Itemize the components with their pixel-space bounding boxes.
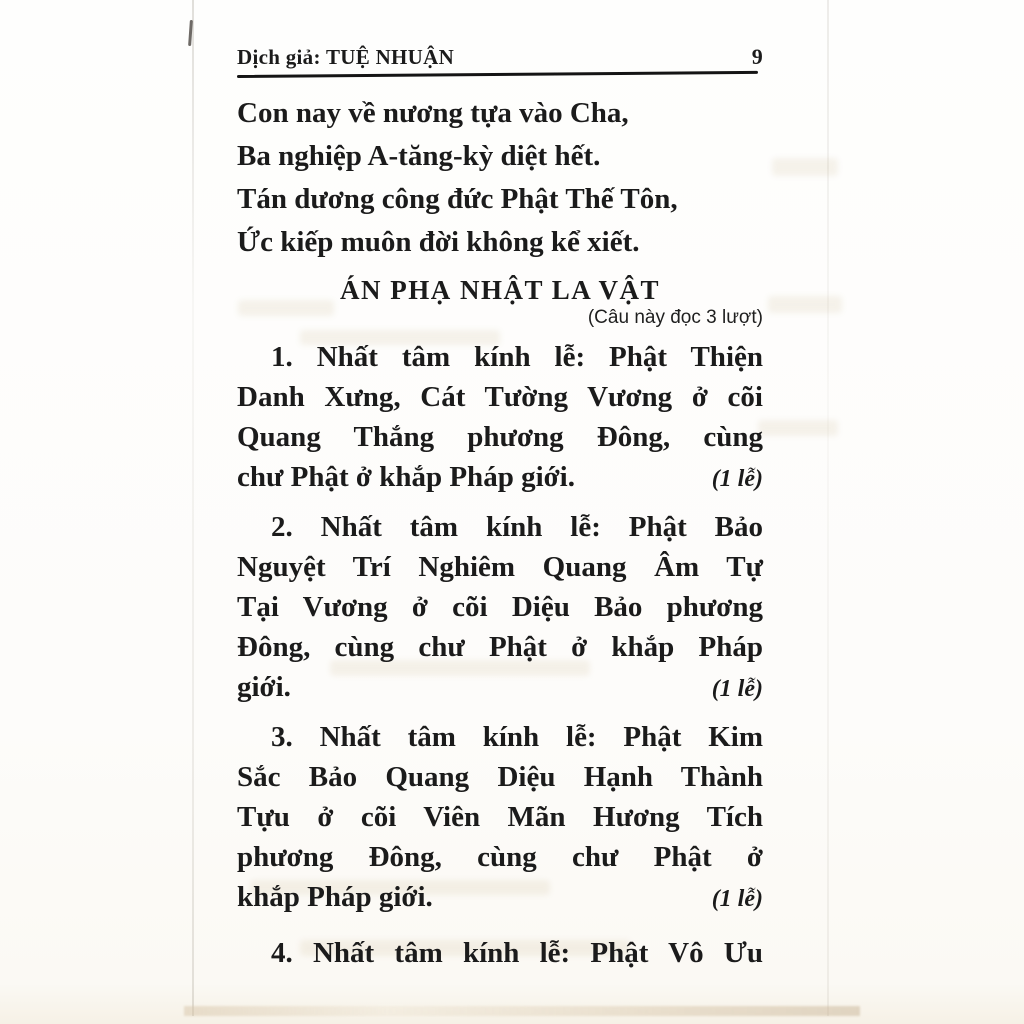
bleed-through-smudge <box>758 420 838 436</box>
bow-count: (1 lễ) <box>711 886 763 912</box>
prostration-item-3 <box>237 717 763 919</box>
bleed-through-smudge <box>768 296 842 313</box>
paragraph-end-text: giới. <box>237 671 291 703</box>
paragraph-end-text: chư Phật ở khắp Pháp giới. <box>237 461 575 493</box>
verse-line: Ức kiếp muôn đời không kể xiết. <box>237 226 640 258</box>
page-edge-right <box>827 0 829 1016</box>
text-line: 2. Nhất tâm kính lễ: Phật Bảo <box>271 511 763 543</box>
dedication-verse <box>237 92 763 264</box>
text-line <box>237 667 763 709</box>
text-line: Đông, cùng chư Phật ở khắp Pháp <box>237 631 763 663</box>
text-line <box>237 877 763 919</box>
text-line: 3. Nhất tâm kính lễ: Phật Kim <box>271 721 763 753</box>
text-line: Sắc Bảo Quang Diệu Hạnh Thành <box>237 761 763 793</box>
prostration-item-2 <box>237 507 763 709</box>
text-line: 4. Nhất tâm kính lễ: Phật Vô Ưu <box>271 937 763 969</box>
header-rule <box>237 71 758 78</box>
page-header <box>237 44 763 70</box>
bleed-through-smudge <box>772 158 838 176</box>
text-line: Quang Thắng phương Đông, cùng <box>237 421 763 453</box>
mantra-note: (Câu này đọc 3 lượt) <box>587 307 763 328</box>
verse-line: Ba nghiệp A-tăng-kỳ diệt hết. <box>237 140 601 172</box>
text-line: Nguyệt Trí Nghiêm Quang Âm Tự <box>237 551 763 583</box>
prostration-item-1 <box>237 337 763 499</box>
prostration-item-4 <box>237 933 763 973</box>
page-crease-left <box>192 0 194 1016</box>
page-number: 9 <box>751 44 763 69</box>
translator-credit: Dịch giả: TUỆ NHUẬN <box>237 45 455 69</box>
paragraph-end-text: khắp Pháp giới. <box>237 881 433 913</box>
verse-line: Tán dương công đức Phật Thế Tôn, <box>237 183 678 215</box>
bow-count: (1 lễ) <box>711 466 763 492</box>
text-line: 1. Nhất tâm kính lễ: Phật Thiện <box>271 341 763 373</box>
text-line: Tại Vương ở cõi Diệu Bảo phương <box>237 591 763 623</box>
verse-line: Con nay về nương tựa vào Cha, <box>237 97 629 129</box>
bow-count: (1 lễ) <box>711 676 763 702</box>
text-line: phương Đông, cùng chư Phật ở <box>237 841 763 873</box>
text-line: Tựu ở cõi Viên Mãn Hương Tích <box>237 801 763 833</box>
text-line: Danh Xưng, Cát Tường Vương ở cõi <box>237 381 763 413</box>
text-column <box>237 44 763 973</box>
text-line <box>237 457 763 499</box>
mantra-title: ÁN PHẠ NHẬT LA VẬT <box>339 275 661 305</box>
